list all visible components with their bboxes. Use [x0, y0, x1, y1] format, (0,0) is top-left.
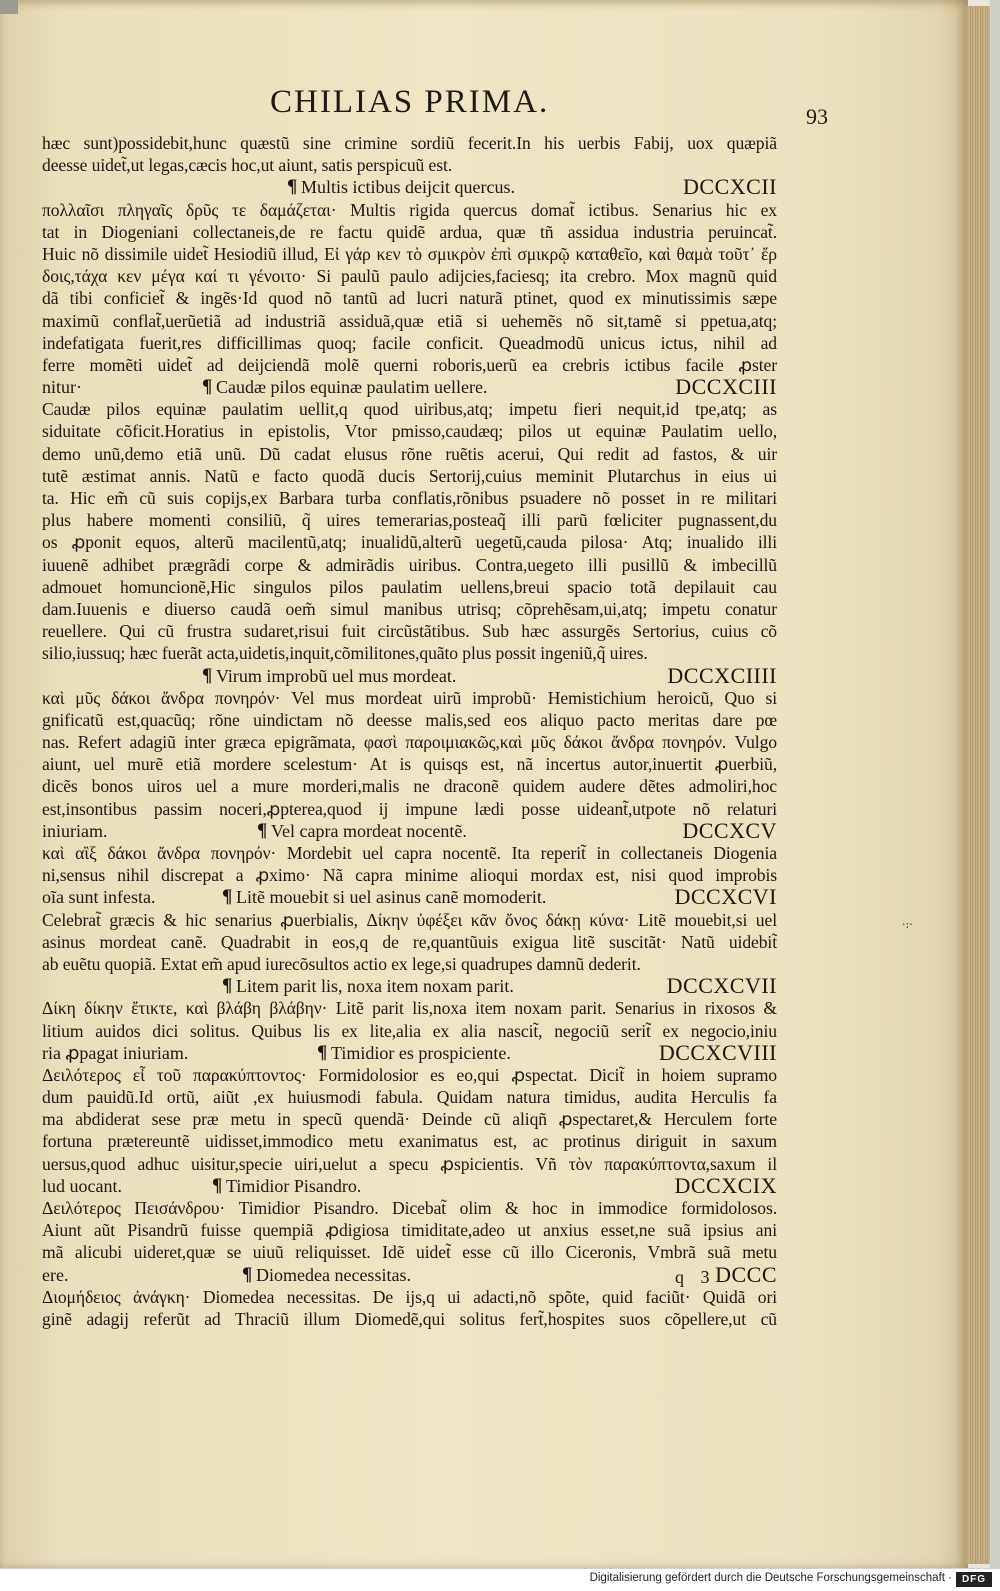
adage-heading — [42, 817, 777, 843]
adage-number: DCCXCIIII — [667, 662, 777, 688]
text-line: tat in Diogeniani collectaneis,de re factu quidẽ ardua, quæ tñ assidua industria peruincat̃. — [42, 221, 777, 242]
footer-credit: Digitalisierung gefördert durch die Deutsche Forschungsgemeinschaft · — [589, 1572, 952, 1584]
adage-number: DCCXCV — [682, 817, 777, 843]
adage-heading — [42, 1172, 777, 1198]
pilcrow-mark: ¶ — [257, 819, 268, 841]
text-line: Celebrat̃ græcis & hic senarius ꝓuerbialis, Δίκην ὑφέξει κᾶν ὄνος δάκῃ κύνα· Litẽ mouebit,si uel — [42, 909, 777, 930]
adage-title: Litẽ mouebit si uel asinus canẽ momoderit. — [236, 887, 547, 908]
text-line: ta. Hic em̃ cũ suis copijs,ex Barbara turba conflatis,rõnibus psuadere nõ posset in re militari — [42, 488, 777, 508]
adage-number: DCCXCVII — [666, 973, 777, 999]
line-end-text: ria ꝓpagat iniuriam. — [42, 1042, 189, 1063]
pilcrow-mark: ¶ — [287, 176, 298, 198]
text-line: demo unũ,demo etiã unũ. Dũ cadat elusus rõne ruẽtis acerui, Qui redit ad fastos, & uir — [42, 443, 777, 464]
adage-title: Diomedea necessitas. — [256, 1264, 411, 1285]
text-line: aiunt, uel murẽ etiã mordere scelestum· At is quisqs est, nã incertus autor,inuertit ꝓuerbiũ, — [42, 754, 777, 775]
adage-heading — [42, 376, 777, 398]
scan-margin — [990, 0, 1000, 1568]
text-line: deesse uidet̃,ut legas,cæcis hoc,ut aiunt, satis perspicuũ est. — [42, 155, 453, 176]
adage-number: DCCXCIX — [674, 1172, 777, 1198]
text-line: Δίκη δίκην ἔτικτε, καὶ βλάβη βλάβην· Litẽ parit lis,noxa item noxam parit. Senarius in rixosos & — [42, 998, 777, 1019]
text-line: δοις,τάχα κεν μέγα καί τι γένοιτο· Si paulũ paulo adijcies,faciesq; ita crebro. Mox magnũ quid — [42, 266, 777, 287]
adage-heading — [42, 1261, 777, 1287]
running-head: CHILIAS PRIMA. — [270, 84, 550, 120]
adage-number: DCCXCVI — [674, 884, 777, 910]
text-line: nas. Refert adagiũ inter græca epigrãmata, φασὶ παροιμιακῶς,καὶ μῦς δάκοι ἄνδρα πονηρόν. Vulgo — [42, 732, 777, 753]
adage-heading — [42, 662, 777, 688]
pilcrow-mark: ¶ — [202, 376, 213, 398]
dfg-logo: DFG — [956, 1572, 992, 1587]
adage-heading — [42, 176, 777, 198]
text-line: Caudæ pilos equinæ paulatim uellit,q quod uiribus,atq; impetu fieri nequit,id tpe,atq; as — [42, 399, 777, 420]
folio-number: 93 — [806, 104, 828, 129]
text-line: Huic nõ dissimile uidet̃ Hesiodiũ illud, Εἰ γάρ κεν τὸ σμικρὸν ἐπὶ σμικρῷ καταθεῖο, καὶ θαμὰ τοῦτ᾽ ἔρ — [42, 243, 777, 264]
adage-title: Multis ictibus deijcit quercus. — [301, 177, 515, 198]
text-line: litium auidos dici solitus. Quibus lis ex lite,alia ex alia nascit̃, negociũ serit̃ ex negocio,iniu — [42, 1020, 777, 1041]
adage-title: Timidior es prospiciente. — [331, 1042, 511, 1063]
adage-title: Virum improbũ uel mus mordeat. — [216, 665, 457, 686]
text-line: silio,iussuq; hæc fuerãt acta,uidetis,inquit,cõmilitones,quãto plus possit ingeniũ,q̃ uires. — [42, 643, 648, 664]
text-line: gnificatũ est,quacũq; rõne uindictam nõ deesse malis,sed eos aliquo pacto meritas dare pœ — [42, 709, 777, 730]
text-line: fortuna prætereuntẽ uidisset,immodico metu exanimatus est, ac protinus diriguit in saxum — [42, 1131, 777, 1152]
text-line: καὶ αἲξ δάκοι ἄνδρα πονηρόν· Mordebit uel capra nocentẽ. Ita reperit̃ in collectaneis Diogenia — [42, 843, 777, 863]
ink-speck: ·:· — [902, 918, 913, 931]
text-line: indefatigata fuerit,res difficillimas quoq; facile conficit. Queadmodũ unicus ictus, nihil ad — [42, 332, 777, 353]
adage-number: DCCXCIII — [675, 374, 777, 400]
line-end-text: ere. — [42, 1264, 69, 1285]
line-end-text: oĩa sunt infesta. — [42, 887, 156, 908]
adage-title: Timidior Pisandro. — [226, 1175, 362, 1196]
adage-number: DCCXCVIII — [658, 1039, 777, 1065]
text-line: ginẽ adagij referũt ad Thraciũ illum Diomedẽ,qui solitus fert̃,hospites suos cõpellere,ut cũ — [42, 1308, 777, 1329]
text-block — [42, 132, 777, 1330]
text-line: dam.Iuuenis e diuerso caudã oem̃ simul manibus utrisq; cõprehẽsam,ui,atq; impetu conatur — [42, 598, 777, 619]
line-end-text: lud uocant. — [42, 1175, 122, 1196]
text-line: Aiunt aũt Pisandrũ fuisse quempiã ꝓdigiosa timiditate,adeo ut anxius esset,ne suã ipsius ani — [42, 1220, 777, 1241]
text-line: asinus mordeat canẽ. Quadrabit in eos,q de re,quantũuis exigua litẽ suscitãt· Natũ uidebit̃ — [42, 931, 777, 952]
signature-mark: q 3 — [675, 1267, 716, 1287]
pilcrow-mark: ¶ — [212, 1174, 223, 1196]
footer-bar — [0, 1568, 1000, 1591]
text-line: ni,sensus nihil discrepat a ꝓximo· Nã capra minime alioqui mordax est, nisi quod improbis — [42, 865, 777, 886]
text-line: ma abdiderat sese præ metu in specũ quendã· Deinde cũ aliqñ ꝓspectaret,& Herculem forte — [42, 1109, 777, 1130]
pilcrow-mark: ¶ — [242, 1263, 253, 1285]
text-line: πολλαῖσι πληγαῖς δρῦς τε δαμάζεται· Multis rigida quercus domat̃ ictibus. Senarius hic ex — [42, 199, 777, 220]
text-line: καὶ μῦς δάκοι ἄνδρα πονηρόν· Vel mus mordeat uirũ improbũ· Hemistichium heroicũ, Quo si — [42, 687, 777, 708]
scan-corner — [0, 0, 18, 14]
text-line: mã alicubi uideret,quæ se uiuũ reliquisset. Idẽ uidet̃ esse cũ illo Ciceronis, Vmbrã suã metu — [42, 1242, 777, 1263]
adage-heading — [42, 886, 777, 908]
adage-title: Caudæ pilos equinæ paulatim uellere. — [216, 377, 488, 398]
adage-title: Vel capra mordeat nocentẽ. — [271, 820, 467, 841]
text-line: dã tibi conficiet̃ & ingẽs·Id quod nõ tantũ ad lucri naturã ptinet, quod ex minutissimis sæpe — [42, 288, 777, 309]
text-line: dum pauidũ.Id ortũ, aiũt ,ex huiusmodi fabula. Quidam natura timidus, audita Herculis fa — [42, 1087, 777, 1108]
adage-heading — [42, 1039, 777, 1065]
text-line: plus habere momenti consiliũ, q̃ uires temerarias,posteaq̃ illi parũ fœliciter pugnassent,du — [42, 510, 777, 531]
text-line: hæc sunt)possidebit,hunc quæstũ sine crimine sordiũ fecerit.In his uerbis Fabij, uox quæpiã — [42, 133, 777, 153]
adage-heading — [42, 975, 777, 997]
text-line: os ꝓponit equos, alterũ macilentũ,atq; inualidũ,alterũ uegetũ,cauda pilosa· Atq; inualido illi — [42, 532, 777, 553]
text-line: ab euẽtu quopiã. Extat em̃ apud iurecõsultos actio ex lege,si quadrupes damnũ dederit. — [42, 953, 641, 974]
text-line: ferre momẽti uidet̃ ad deijciendã molẽ querni roboris,uerũ ea crebris ictibus facile ꝓster — [42, 354, 777, 375]
pilcrow-mark: ¶ — [222, 975, 233, 997]
pilcrow-mark: ¶ — [202, 664, 213, 686]
text-line: maximũ conflat̃,uerũetiã ad industriã assiduã,quæ etiã si uehemẽs nõ sit,tamẽ si ppetua,atq; — [42, 310, 777, 331]
line-end-text: iniuriam. — [42, 820, 108, 841]
text-line: reuellere. Qui cũ frustra sudaret,risui fuit circũstãtibus. Sub hæc assurgẽs Sertorius, cuius cõ — [42, 621, 777, 642]
text-line: uersus,quod adhuc uisitur,specie uiri,uelut a specu ꝓspicientis. Vñ τὸν παρακύπτοντα,saxum il — [42, 1153, 777, 1174]
adage-title: Litem parit lis, noxa item noxam parit. — [236, 976, 514, 997]
line-end-text: nitur· — [42, 377, 82, 398]
pilcrow-mark: ¶ — [317, 1041, 328, 1063]
text-line: Δειλότερος Πεισάνδρου· Timidior Pisandro. Dicebat̃ olim & hoc in immodice formidolosos. — [42, 1198, 777, 1218]
adage-number: DCCC — [715, 1261, 777, 1287]
text-line: Διομήδειος ἀνάγκη· Diomedea necessitas. De ijs,q ui adacti,nõ spõte, quid faciũt· Quidã ori — [42, 1286, 777, 1307]
adage-number: DCCXCII — [683, 174, 777, 200]
text-line: iuuenẽ adhibet prægrãdi corpe & admirãdis uiribus. Contra,uegeto illi pusillũ & imbecillũ — [42, 554, 777, 575]
pilcrow-mark: ¶ — [222, 886, 233, 908]
text-line: tutẽ æstimat annis. Natũ e facto quodã ducis Sertorij,cuius meminit Plutarchus in eius ui — [42, 465, 777, 486]
text-line: dicẽs bonos uiros uel a mure morderi,malis ne draconẽ quidem audere dẽtes admoliri,hoc — [42, 776, 777, 797]
text-line: siduitate cõficit.Horatius in epistolis, Vtor pmisso,caudæq; pilos ut equinæ Paulatim uello, — [42, 421, 777, 442]
text-line: admouet homuncionẽ,Hic singulos pilos paulatim uellens,breui spacio totã depilauit cau — [42, 576, 777, 597]
text-line: est,insontibus passim noceri,ꝓpterea,quod ij impune lædi posse uideant̃,utpote nõ relaturi — [42, 798, 777, 819]
page-edges — [966, 6, 992, 1564]
text-line: Δειλότερος εἶ τοῦ παρακύπτοντος· Formidolosior es eo,qui ꝓspectat. Dicit̃ in hoiem supramo — [42, 1064, 777, 1085]
